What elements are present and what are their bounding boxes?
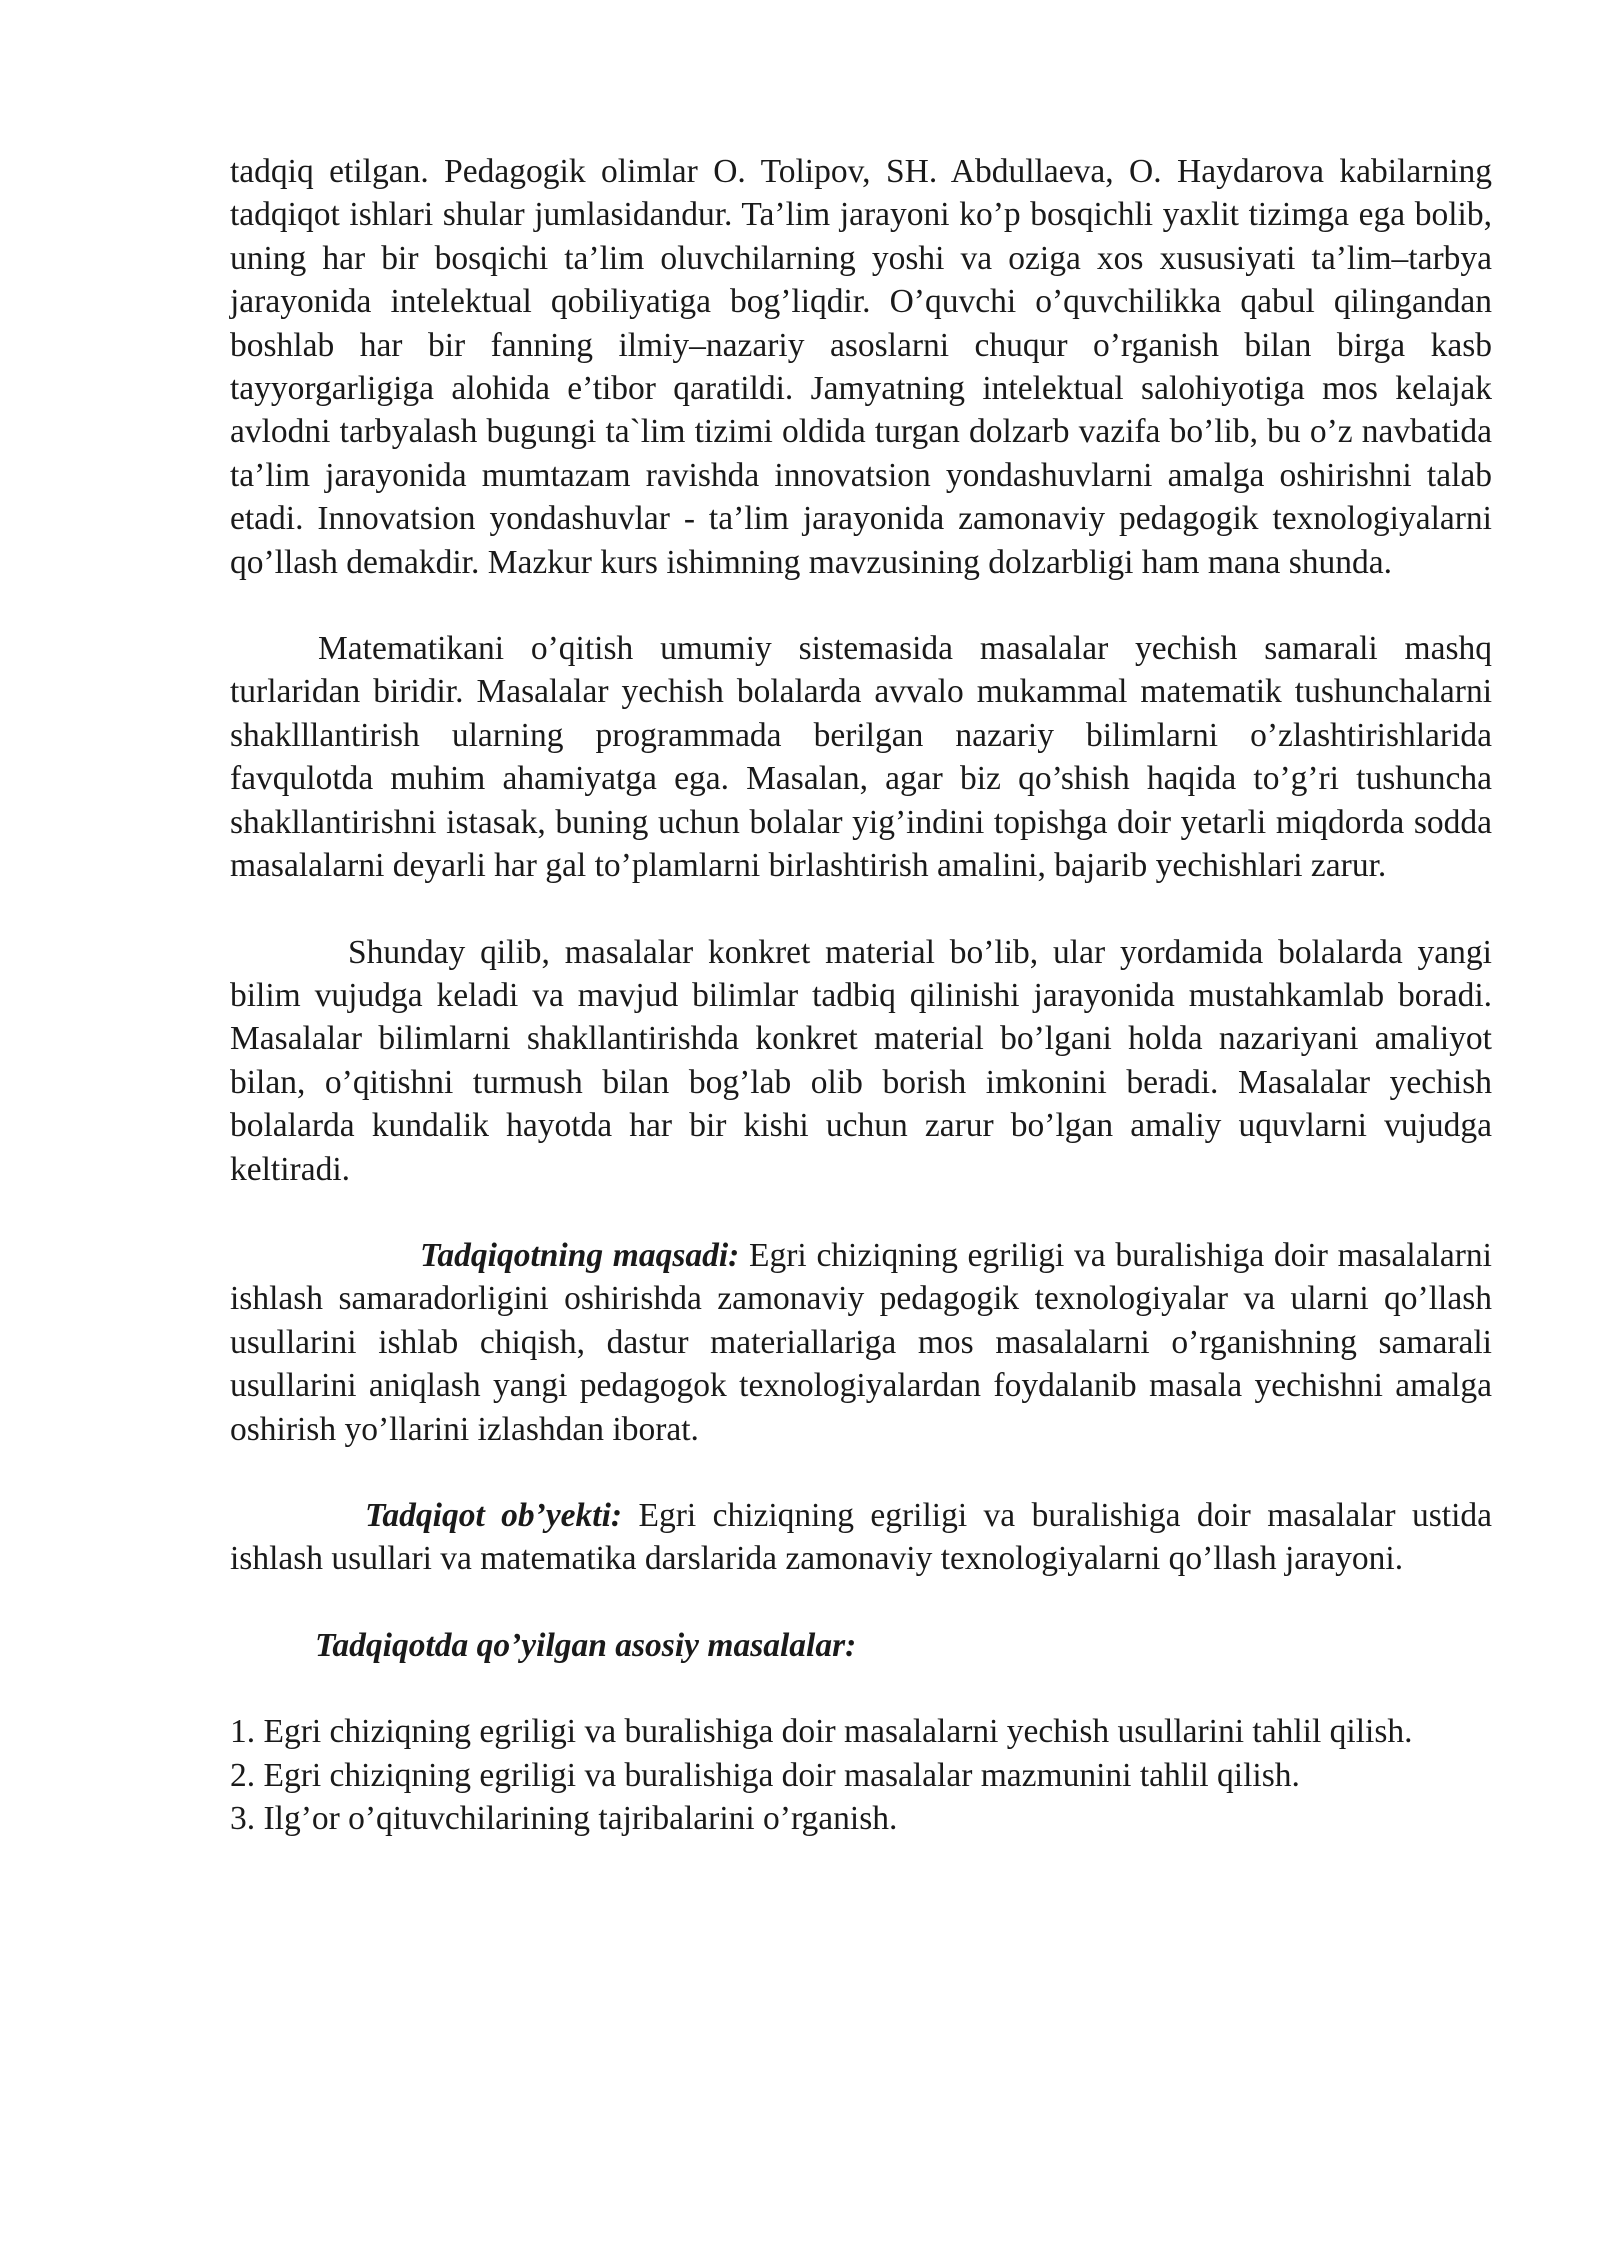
paragraph-spacer xyxy=(230,1451,1492,1494)
paragraph-spacer xyxy=(230,584,1492,627)
paragraph-concrete-material: Shunday qilib, masalalar konkret material bo’lib, ular yordamida bolalarda yangi bilim vujudga keladi va mavjud bilimlar tadbiq qilinishi jarayonida mustahkamlab boradi. Masalalar bilimlarni shakllantirishda konkret material bo’lgani holda nazariyani amaliyot bilan, o’qitishni turmush bilan bog’lab olib borish imkonini beradi. Masalalar yechish bolalarda kundalik hayotda har bir kishi uchun zarur bo’lgan amaliy uquvlarni vujudga keltiradi. xyxy=(230,933,1492,1188)
paragraph-spacer xyxy=(230,1667,1492,1710)
paragraph-research-object xyxy=(230,1494,1492,1581)
tasks-heading: Tadqiqotda qo’yilgan asosiy masalalar: xyxy=(315,1626,857,1664)
paragraph-spacer xyxy=(230,1191,1492,1234)
research-object-label: Tadqiqot ob’yekti: xyxy=(365,1496,623,1534)
tasks-list xyxy=(230,1710,1492,1840)
list-item: 2. Egri chiziqning egriligi va buralishiga doir masalalar mazmunini tahlil qilish. xyxy=(230,1756,1300,1794)
paragraph-spacer xyxy=(230,888,1492,931)
research-goal-label: Tadqiqotning maqsadi: xyxy=(420,1236,740,1274)
list-item: 3. Ilg’or o’qituvchilarining tajribalarini o’rganish. xyxy=(230,1800,898,1837)
research-goal-text: Egri chiziqning egriligi va buralishiga doir masalalarni ishlash samaradorligini oshirishda zamonaviy pedagogik texnologiyalar va ularni qo’llash usullarini ishlab chiqish, dastur materiallariga mos masalalarni o’rganishning samarali usullarini aniqlash yangi pedagogok texnologiyalardan foydalanib masala yechishni amalga oshirish yo’llarini izlashdan iborat. xyxy=(230,1236,1492,1448)
paragraph-intro: tadqiq etilgan. Pedagogik olimlar O. Tolipov, SH. Abdullaeva, O. Haydarova kabilarning tadqiqot ishlari shular jumlasidandur. Ta’lim jarayoni ko’p bosqichli yaxlit tizimga ega bolib, uning har bir bosqichi ta’lim oluvchilarning yoshi va oziga xos xususiyati ta’lim–tarbya jarayonida intelektual qobiliyatiga bog’liqdir. O’quvchi o’quvchilikka qabul qilingandan boshlab har bir fanning ilmiy–nazariy asoslarni chuqur o’rganish bilan birga kasb tayyorgarligiga alohida e’tibor qaratildi. Jamyatning intelektual salohiyotiga mos kelajak avlodni tarbyalash bugungi ta`lim tizimi oldida turgan dolzarb vazifa bo’lib, bu o’z navbatida ta’lim jarayonida mumtazam ravishda innovatsion yondashuvlarni amalga oshirishni talab etadi. Innovatsion yondashuvlar - ta’lim jarayonida zamonaviy pedagogik texnologiyalarni qo’llash demakdir. Mazkur kurs ishimning mavzusining dolzarbligi ham mana shunda. xyxy=(230,153,1492,581)
paragraph-spacer xyxy=(230,1581,1492,1624)
research-object-text: Egri chiziqning egriligi va buralishiga doir masalalar ustida ishlash usullari va matematika darslarida zamonaviy texnologiyalarni qo’llash jarayoni. xyxy=(230,1496,1492,1578)
paragraph-research-goal xyxy=(230,1234,1492,1451)
paragraph-problem-solving: Matematikani o’qitish umumiy sistemasida masalalar yechish samarali mashq turlaridan biridir. Masalalar yechish bolalarda avvalo mukammal matematik tushunchalarni shaklllantirish ularning programmada berilgan nazariy bilimlarni o’zlashtirishlarida favqulotda muhim ahamiyatga ega. Masalan, agar biz qo’shish haqida to’g’ri tushuncha shakllantirishni istasak, buning uchun bolalar yig’indini topishga doir yetarli miqdorda sodda masalalarni deyarli har gal to’plamlarni birlashtirish amalini, bajarib yechishlari zarur. xyxy=(230,630,1492,885)
list-item: 1. Egri chiziqning egriligi va buralishiga doir masalalarni yechish usullarini tahlil qilish. xyxy=(230,1713,1413,1751)
document-page xyxy=(230,150,1492,1840)
